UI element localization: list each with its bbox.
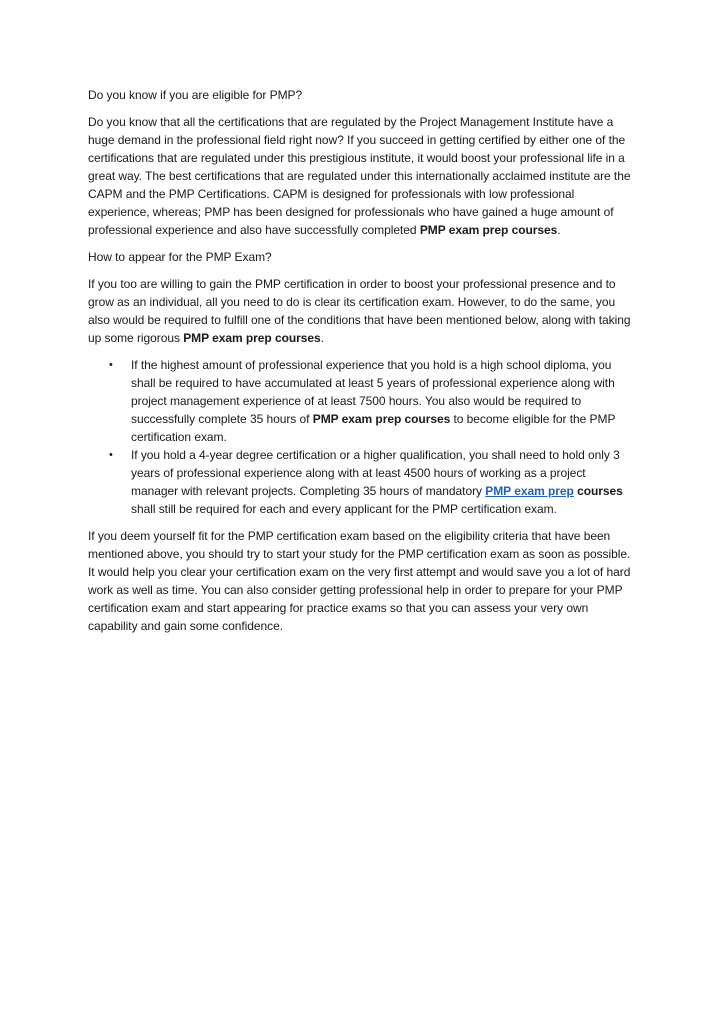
list-item: • If you hold a 4-year degree certification or a higher qualification, you shall need to hold only 3 years of professional experience along with at least 4500 hours of working as a project manager with relevant projects. Completing 35 hours of mandatory PMP exam prep courses shall still be required for each and every applicant for the PMP certification exam. <box>109 448 623 516</box>
bullet-icon: • <box>109 449 113 461</box>
eligibility-list <box>88 356 634 518</box>
pmp-exam-prep-link[interactable]: PMP exam prep <box>485 484 574 498</box>
paragraph-requirements: If you too are willing to gain the PMP certification in order to boost your professional presence and to grow as an individual, all you need to do is clear its certification exam. However, to do the same, you also would be required to fulfill one of the conditions that have been mentioned below, along with taking up some rigorous PMP exam prep courses. <box>88 277 631 345</box>
paragraph-conclusion: If you deem yourself fit for the PMP certification exam based on the eligibility criteria that have been mentioned above, you should try to start your study for the PMP certification exam as soon as possible. It would help you clear your certification exam on the very first attempt and would save you a lot of hard work as well as time. You can also consider getting professional help in order to prepare for your PMP certification exam and start appearing for practice exams so that you can assess your very own capability and gain some confidence. <box>88 529 631 633</box>
bullet-icon: • <box>109 359 113 371</box>
paragraph-intro: Do you know that all the certifications that are regulated by the Project Management Institute have a huge demand in the professional field right now? If you succeed in getting certified by either one of the certifications that are regulated under this prestigious institute, it would boost your professional life in a great way. The best certifications that are regulated under this internationally acclaimed institute are the CAPM and the PMP Certifications. CAPM is designed for professionals with low professional experience, whereas; PMP has been designed for professionals who have gained a huge amount of professional experience and also have successfully completed PMP exam prep courses. <box>88 115 631 237</box>
document-body <box>88 86 634 644</box>
heading-eligibility: Do you know if you are eligible for PMP? <box>88 88 303 102</box>
bold-phrase: courses <box>573 484 623 498</box>
bold-phrase: PMP exam prep courses <box>312 412 451 426</box>
bold-phrase: PMP exam prep courses <box>419 223 558 237</box>
heading-how-to-appear: How to appear for the PMP Exam? <box>88 250 272 264</box>
list-item: • If the highest amount of professional experience that you hold is a high school diploma, you shall be required to have accumulated at least 5 years of professional experience along with project management experience of at least 7500 hours. You also would be required to successfully complete 35 hours of PMP exam prep courses to become eligible for the PMP certification exam. <box>109 358 616 444</box>
bold-phrase: PMP exam prep courses <box>183 331 321 345</box>
